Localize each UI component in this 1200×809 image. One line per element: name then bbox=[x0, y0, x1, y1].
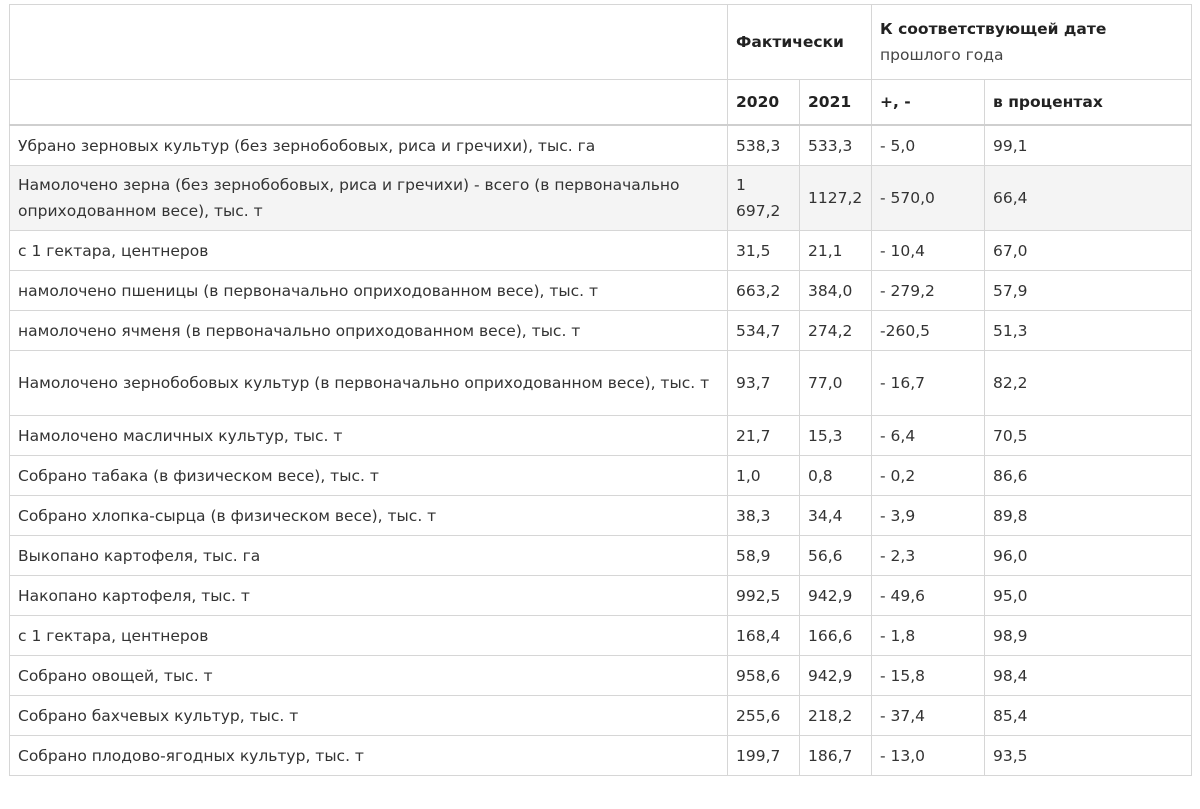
percent-cell: 57,9 bbox=[985, 271, 1192, 311]
value-2021-cell: 166,6 bbox=[800, 616, 872, 656]
value-2020-cell: 538,3 bbox=[728, 125, 800, 166]
table-row bbox=[10, 616, 1192, 656]
header-empty-cell bbox=[10, 5, 728, 80]
indicator-cell: Накопано картофеля, тыс. т bbox=[10, 576, 728, 616]
header-compare-group bbox=[872, 5, 1192, 80]
percent-cell: 99,1 bbox=[985, 125, 1192, 166]
percent-cell: 95,0 bbox=[985, 576, 1192, 616]
table-row bbox=[10, 311, 1192, 351]
table-row bbox=[10, 456, 1192, 496]
value-2020-cell: 663,2 bbox=[728, 271, 800, 311]
percent-cell: 98,4 bbox=[985, 656, 1192, 696]
percent-cell: 86,6 bbox=[985, 456, 1192, 496]
diff-cell: - 279,2 bbox=[872, 271, 985, 311]
diff-cell: - 15,8 bbox=[872, 656, 985, 696]
value-2020-cell: 58,9 bbox=[728, 536, 800, 576]
header-row-columns bbox=[10, 80, 1192, 126]
value-2020-cell: 38,3 bbox=[728, 496, 800, 536]
value-2021-cell: 34,4 bbox=[800, 496, 872, 536]
percent-cell: 67,0 bbox=[985, 231, 1192, 271]
value-2020-cell: 992,5 bbox=[728, 576, 800, 616]
table-row bbox=[10, 166, 1192, 231]
indicator-cell: Намолочено зерна (без зернобобовых, риса и гречихи) - всего (в первоначально оприходованном весе), тыс. т bbox=[10, 166, 728, 231]
value-2020-cell: 93,7 bbox=[728, 351, 800, 416]
indicator-cell: Собрано бахчевых культур, тыс. т bbox=[10, 696, 728, 736]
indicator-cell: Выкопано картофеля, тыс. га bbox=[10, 536, 728, 576]
table-row bbox=[10, 656, 1192, 696]
diff-cell: - 0,2 bbox=[872, 456, 985, 496]
percent-cell: 51,3 bbox=[985, 311, 1192, 351]
value-2020-cell: 958,6 bbox=[728, 656, 800, 696]
percent-cell: 85,4 bbox=[985, 696, 1192, 736]
value-2020-cell: 31,5 bbox=[728, 231, 800, 271]
value-2021-cell: 21,1 bbox=[800, 231, 872, 271]
indicator-cell: Собрано хлопка-сырца (в физическом весе), тыс. т bbox=[10, 496, 728, 536]
table-row bbox=[10, 231, 1192, 271]
indicator-cell: Намолочено зернобобовых культур (в первоначально оприходованном весе), тыс. т bbox=[10, 351, 728, 416]
header-2020: 2020 bbox=[728, 80, 800, 126]
percent-cell: 89,8 bbox=[985, 496, 1192, 536]
header-percent: в процентах bbox=[985, 80, 1192, 126]
diff-cell: - 10,4 bbox=[872, 231, 985, 271]
value-2020-cell: 168,4 bbox=[728, 616, 800, 656]
diff-cell: - 6,4 bbox=[872, 416, 985, 456]
header-row-groups bbox=[10, 5, 1192, 80]
value-2020-cell: 1 697,2 bbox=[728, 166, 800, 231]
value-2021-cell: 56,6 bbox=[800, 536, 872, 576]
indicator-cell: Убрано зерновых культур (без зернобобовых, риса и гречихи), тыс. га bbox=[10, 125, 728, 166]
table-row bbox=[10, 736, 1192, 776]
diff-cell: - 1,8 bbox=[872, 616, 985, 656]
value-2021-cell: 942,9 bbox=[800, 656, 872, 696]
value-2021-cell: 384,0 bbox=[800, 271, 872, 311]
indicator-cell: Собрано табака (в физическом весе), тыс. т bbox=[10, 456, 728, 496]
indicator-cell: Собрано овощей, тыс. т bbox=[10, 656, 728, 696]
value-2020-cell: 199,7 bbox=[728, 736, 800, 776]
header-diff: +, - bbox=[872, 80, 985, 126]
value-2021-cell: 1127,2 bbox=[800, 166, 872, 231]
table-row bbox=[10, 496, 1192, 536]
value-2021-cell: 186,7 bbox=[800, 736, 872, 776]
indicator-cell: Намолочено масличных культур, тыс. т bbox=[10, 416, 728, 456]
diff-cell: - 13,0 bbox=[872, 736, 985, 776]
value-2021-cell: 77,0 bbox=[800, 351, 872, 416]
table-row bbox=[10, 536, 1192, 576]
percent-cell: 96,0 bbox=[985, 536, 1192, 576]
header-actual-group: Фактически bbox=[728, 5, 872, 80]
percent-cell: 98,9 bbox=[985, 616, 1192, 656]
diff-cell: - 570,0 bbox=[872, 166, 985, 231]
harvest-statistics-table bbox=[9, 4, 1192, 776]
indicator-cell: с 1 гектара, центнеров bbox=[10, 231, 728, 271]
indicator-cell: с 1 гектара, центнеров bbox=[10, 616, 728, 656]
value-2021-cell: 274,2 bbox=[800, 311, 872, 351]
table-row bbox=[10, 125, 1192, 166]
header-2021: 2021 bbox=[800, 80, 872, 126]
diff-cell: - 3,9 bbox=[872, 496, 985, 536]
table-row bbox=[10, 576, 1192, 616]
percent-cell: 70,5 bbox=[985, 416, 1192, 456]
percent-cell: 66,4 bbox=[985, 166, 1192, 231]
header-compare-line1: К соответствующей дате bbox=[880, 20, 1107, 38]
diff-cell: - 5,0 bbox=[872, 125, 985, 166]
value-2020-cell: 255,6 bbox=[728, 696, 800, 736]
value-2021-cell: 942,9 bbox=[800, 576, 872, 616]
value-2020-cell: 534,7 bbox=[728, 311, 800, 351]
value-2021-cell: 0,8 bbox=[800, 456, 872, 496]
table-row bbox=[10, 271, 1192, 311]
diff-cell: - 2,3 bbox=[872, 536, 985, 576]
table-body bbox=[10, 125, 1192, 776]
value-2021-cell: 533,3 bbox=[800, 125, 872, 166]
indicator-cell: Собрано плодово-ягодных культур, тыс. т bbox=[10, 736, 728, 776]
percent-cell: 82,2 bbox=[985, 351, 1192, 416]
diff-cell: - 49,6 bbox=[872, 576, 985, 616]
indicator-cell: намолочено ячменя (в первоначально оприходованном весе), тыс. т bbox=[10, 311, 728, 351]
value-2020-cell: 1,0 bbox=[728, 456, 800, 496]
table-row bbox=[10, 351, 1192, 416]
value-2021-cell: 218,2 bbox=[800, 696, 872, 736]
diff-cell: - 16,7 bbox=[872, 351, 985, 416]
percent-cell: 93,5 bbox=[985, 736, 1192, 776]
value-2020-cell: 21,7 bbox=[728, 416, 800, 456]
indicator-cell: намолочено пшеницы (в первоначально оприходованном весе), тыс. т bbox=[10, 271, 728, 311]
diff-cell: -260,5 bbox=[872, 311, 985, 351]
header-compare-line2: прошлого года bbox=[880, 46, 1004, 64]
header-indicator-cell bbox=[10, 80, 728, 126]
table-row bbox=[10, 416, 1192, 456]
value-2021-cell: 15,3 bbox=[800, 416, 872, 456]
diff-cell: - 37,4 bbox=[872, 696, 985, 736]
table-row bbox=[10, 696, 1192, 736]
